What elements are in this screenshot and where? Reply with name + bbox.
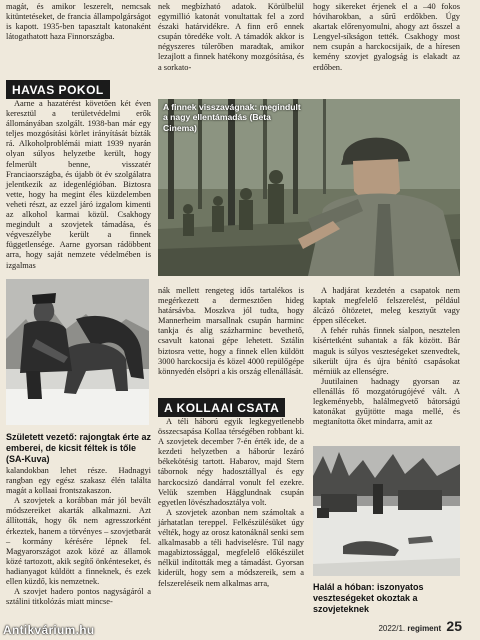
heading-kollaai-csata: A KOLLAAI CSATA xyxy=(158,398,285,417)
photo-snow-caption: Halál a hóban: iszonyatos veszteségeket okoztak a szovjeteknek xyxy=(313,582,424,614)
paragraph: Juutilainen hadnagy gyorsan az ellenállás fő mozgatórugójévé vált. A legkeményebb, halálmegvető bátorságú katonákat gyűjtötte maga mellé, és megtanította őket mindarra, amit az xyxy=(313,376,460,427)
paragraph: nák mellett rengeteg idős tartalékos is megérkezett a dermesztően hideg határsávba. Moszkva jól tudta, hogy Mannerheim marsallnak csupán harminc tankja és alig százharminc bevethető, csavult katonai gépe lehetett. Sztálin biztosra vette, hogy a finnek ellen küldött 3000 harckocsija és közel 4000 repülőgépe könnyedén elsöpri a kis ország ellenállását. xyxy=(158,286,304,376)
paragraph: magát, és amikor leszerelt, nemcsak kitüntetéseket, de francia állampolgárságot is kapott. 1935-ben tapasztalt katonaként látogathatott haza Finnországba. xyxy=(6,2,151,42)
col1-top-text xyxy=(6,2,151,42)
page-number: 25 xyxy=(446,618,462,634)
col1-bottom-text xyxy=(6,466,151,607)
col2-top-text xyxy=(158,2,304,73)
paragraph: A szovjet hadero pontos nagyságáról a sztálini titkolózás miatt mincse- xyxy=(6,587,151,607)
photo-snow-battlefield xyxy=(313,446,460,576)
paragraph: kalandokban lehet része. Hadnagyi rangban egy egész szakasz élén találta magát a kollaai frontszakaszon. xyxy=(6,466,151,496)
photo-rider xyxy=(6,279,149,425)
watermark: Antikvárium.hu xyxy=(3,623,95,637)
col3-top-text xyxy=(313,2,460,73)
photo-rider-caption: Született vezető: rajongtak érte az emberei, de kicsit féltek is tőle (SA-Kuva) xyxy=(6,432,152,464)
photo-soldiers-caption: A finnek visszavágnak: megindult a nagy ellentámadás (Beta Cinema) xyxy=(163,102,301,133)
col1-havas-text xyxy=(6,99,151,271)
col2-mid-text xyxy=(158,286,304,377)
paragraph: A szovjetek azonban nem számoltak a járhatatlan tereppel. Felkészülésüket úgy vélték, hogy az orosz katonáknál senki sem alkalmasabb a téli hadviselésre. Túl nagy magabiztossággal, megfelelő előkészület nélkül indították meg a támadást. Gyorsan kiderült, hogy sem a módszereik, sem a felszereléseik nem alkalmas arra, xyxy=(158,507,304,588)
paragraph: nek megbízható adatok. Körülbelül egymillió katonát vonultattak fel a zord északi határvidékre. A finn erő ennek csupán töredéke volt. A támadók akkor is négyszeres túlerőben maradtak, amikor lezajlott a finnek hatékony mozgósítása, és a sorkato- xyxy=(158,2,304,72)
paragraph: Aarne a hazatérést követően két éven keresztül a területvédelmi erők állományában szolgált. 1938-ban már egy teljes mozgósítási körlet irányítását bízták rá. Alkoholproblémái miatt 1939 nyarán olyan súlyos helyzetbe került, hogy felmerült benne, visszatér Franciaországba, és újabb öt év szolgálatra jelentkezik az idegenlégióban. Biztosra vette, hogy ha megint éles küzdelemben veheti részt, az ezzel járó izgalom kimenti az alkohol karmai közül. Csakhogy megindult a szovjetek támadása, és végveszélybe került a finnek függetlensége. Aarne gyorsan rádöbbent arra, hogy saját nemzete védelmében is izgalmas xyxy=(6,99,151,270)
col3-mid-text xyxy=(313,286,460,427)
photo-snow-battlefield-image xyxy=(313,446,460,576)
photo-rider-image xyxy=(6,279,149,425)
page-footer xyxy=(378,618,462,634)
issue-number: 2022/1. xyxy=(378,624,406,633)
paragraph: A fehér ruhás finnek síalpon, nesztelen kísértetként suhantak a fák között. Bár maguk is súlyos veszteségeket szenvedtek, sikerült újra és újra bénító csapásokat mérniük az ellenségre. xyxy=(313,326,460,376)
col2-bottom-text xyxy=(158,417,304,589)
heading-havas-pokol: HAVAS POKOL xyxy=(6,80,110,99)
paragraph: hogy sikereket érjenek el a –40 fokos hóviharokban, a sűrű erdőkben. Úgy akartak előrenyomulni, ahogy azt ősszel a Lengyel-síkságon tették. Csakhogy most nem csupán a harckocsijaik, de a híresen kemény szovjet gyalogság is elakadt az erdőben. xyxy=(313,2,460,72)
paragraph: A szovjetek a korábban már jól bevált módszereiket akarták alkalmazni. Azt állították, hogy ők nem agresszorként érkeztek, hanem a törvényes – szovjetbarát – kormány kérésére lépnek fel. Magyarországot azok közé az államok közé tartozott, akik segítő önkénteseket, és hadianyagot küldött a finneknek, és ezek ellen küzdő, kis nemzetnek. xyxy=(6,496,151,587)
magazine-brand: regiment xyxy=(407,624,442,633)
paragraph: A hadjárat kezdetén a csapatok nem kaptak megfelelő felszerelést, például álcázó öltözetet, meleg kesztyűt vagy éppen síléceket. xyxy=(313,286,460,326)
paragraph: A téli háború egyik legkegyetlenebb összecsapása Kollaa térségében robbant ki. A szovjetek december 7-én érték ide, de a kezdeti helyzetben a háborúr lezáró békekötésig tartott. Habarov, majd Stern tábornok négy hadosztállyal és egy harckocsizó dandárral vonult fel ezekre. Velük szemben Hägglundnak csupán egyetlen lövészhadosztálya volt. xyxy=(158,417,304,507)
